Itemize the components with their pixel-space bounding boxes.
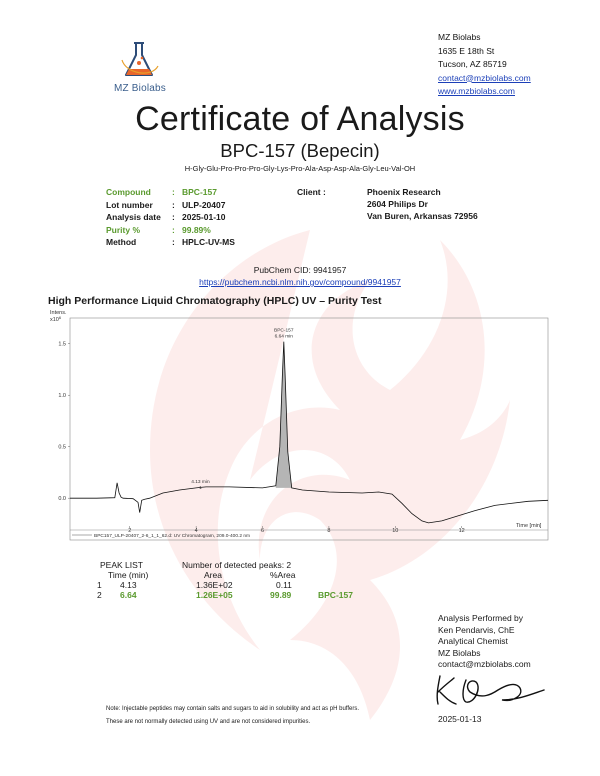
y-tick-label: 1.5 <box>58 341 66 348</box>
client-label: Client : <box>297 187 326 197</box>
method-label: Method <box>106 237 137 247</box>
analyst-name: Ken Pendarvis, ChE <box>438 624 515 635</box>
col-area-header: Area <box>204 570 222 580</box>
date-value: 2025-01-10 <box>182 212 226 222</box>
purity-value: 99.89% <box>182 224 211 235</box>
signature-date: 2025-01-13 <box>438 714 482 724</box>
company-address <box>438 31 531 99</box>
peak-annotation-sub: 6.64 min <box>274 334 293 340</box>
flask-icon <box>118 40 162 80</box>
y-axis-label-line1: Intens. <box>50 310 67 316</box>
uv-chromatogram-line <box>70 342 548 523</box>
analyst-company: MZ Biolabs <box>438 647 481 658</box>
chart-frame <box>70 318 548 540</box>
address-company: MZ Biolabs <box>438 32 481 42</box>
info-row-method: Method : HPLC-UV-MS <box>106 237 235 247</box>
hplc-chromatogram <box>48 308 552 552</box>
analyst-email: contact@mzbiolabs.com <box>438 659 531 669</box>
purity-label: Purity % <box>106 224 141 235</box>
pubchem-link[interactable]: https://pubchem.ncbi.nlm.nih.gov/compound/9941957 <box>199 277 401 287</box>
analysis-performed-by <box>438 613 531 671</box>
peak-row-2-time: 6.64 <box>120 590 137 600</box>
info-row-purity: Purity % : 99.89% <box>106 224 211 235</box>
x-tick-label: 10 <box>392 528 399 534</box>
footnote-line-2: These are not normally detected using UV and are not considered impurities. <box>106 719 311 725</box>
pubchem-info <box>0 264 600 288</box>
info-row-date: Analysis date : 2025-01-10 <box>106 212 226 222</box>
x-tick-label: 12 <box>458 528 465 534</box>
email-link[interactable]: contact@mzbiolabs.com <box>438 72 531 83</box>
peak-annotation-label: 4.13 min <box>191 479 210 485</box>
date-label: Analysis date <box>106 212 161 222</box>
lot-label: Lot number <box>106 199 153 210</box>
peak-row-1-area: 1.36E+02 <box>196 580 233 590</box>
signature-icon <box>432 670 552 710</box>
y-tick-label: 0.5 <box>58 444 66 451</box>
compound-subtitle: BPC-157 (Bepecin) <box>220 140 380 161</box>
analyst-title: Analytical Chemist <box>438 636 508 646</box>
method-value: HPLC-UV-MS <box>182 237 235 247</box>
y-ticks <box>58 342 70 502</box>
y-tick-label: 0.0 <box>58 496 66 503</box>
client-info <box>297 186 478 222</box>
x-tick-label: 8 <box>327 528 331 534</box>
page-title: Certificate of Analysis <box>135 100 465 138</box>
pubchem-cid: PubChem CID: 9941957 <box>253 265 347 275</box>
peak-count: Number of detected peaks: 2 <box>182 560 292 570</box>
peak-row-1-time: 4.13 <box>120 580 137 590</box>
col-time-header: Time (min) <box>108 570 149 580</box>
logo-text: MZ Biolabs <box>113 83 166 94</box>
x-tick-label: 4 <box>194 528 198 534</box>
footnote <box>106 703 359 729</box>
sample-info <box>106 186 235 249</box>
y-axis-label-line2: $x10^6$ <box>50 315 62 323</box>
x-tick-label: 2 <box>128 528 132 534</box>
x-tick-label: 6 <box>260 528 265 534</box>
col-pct-header: %Area <box>270 570 296 580</box>
peak-annotation-sub: 1 <box>199 485 202 491</box>
footnote-line-1: Note: Injectable peptides may contain salts and sugars to aid in solubility and act as pH buffers. <box>106 706 360 712</box>
website-link[interactable]: www.mzbiolabs.com <box>438 86 515 96</box>
peak-row-1-pct: 0.11 <box>276 580 292 590</box>
info-row-compound: Compound : BPC-157 <box>106 187 217 197</box>
chart-legend: BPC157_ULP-20407_2-6_1_1_62.d: UV Chromatogram, 209.0-400.2 nm <box>94 534 250 539</box>
client-street: 2604 Philips Dr <box>367 199 428 209</box>
address-street: 1635 E 18th St <box>438 45 495 56</box>
x-axis-label: Time [min] <box>516 523 542 529</box>
peptide-sequence: H-Gly-Glu-Pro-Pro-Pro-Gly-Lys-Pro-Ala-Asp-Asp-Ala-Gly-Leu-Val-OH <box>184 164 416 173</box>
peak-list-title: PEAK LIST <box>100 560 143 570</box>
peak-annotation-label: BPC-157 <box>274 328 294 334</box>
peak-row-2-area: 1.26E+05 <box>196 590 233 600</box>
info-row-lot: Lot number : ULP-20407 <box>106 199 226 210</box>
client-name: Phoenix Research <box>367 187 441 197</box>
peak-row-2-pct: 99.89 <box>270 590 292 600</box>
client-city: Van Buren, Arkansas 72956 <box>367 211 478 221</box>
hplc-section-title: High Performance Liquid Chromatography (HPLC) UV – Purity Test <box>48 295 382 307</box>
compound-value: BPC-157 <box>182 187 217 197</box>
company-logo <box>100 40 180 94</box>
address-city: Tucson, AZ 85719 <box>438 59 507 69</box>
peak-row-1-n: 1 <box>97 580 102 590</box>
peak-row-2-n: 2 <box>97 590 102 600</box>
y-tick-label: 1.0 <box>58 393 66 400</box>
analysis-line-1: Analysis Performed by <box>438 613 524 623</box>
compound-label: Compound <box>106 187 151 197</box>
peak-row-2-name: BPC-157 <box>318 590 353 600</box>
lot-value: ULP-20407 <box>182 199 226 210</box>
